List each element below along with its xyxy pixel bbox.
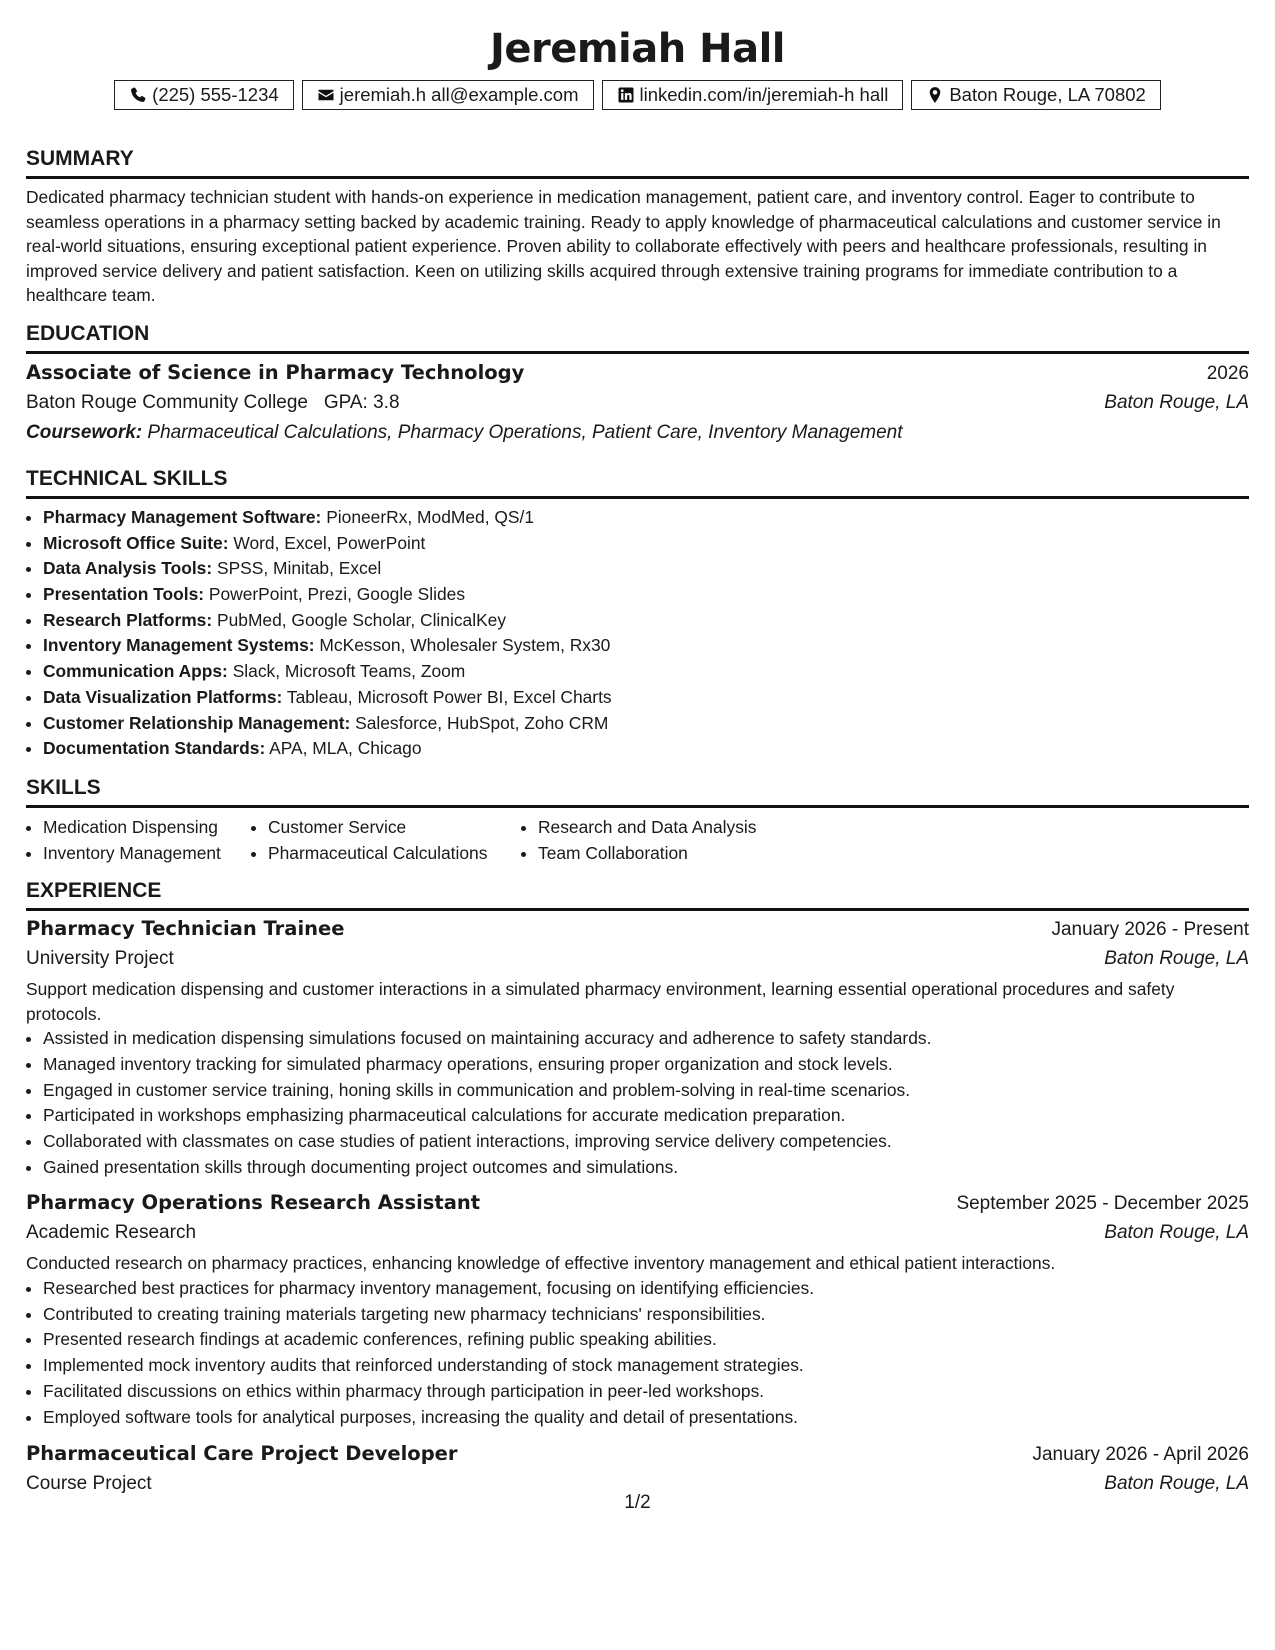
job-sub-row: [26, 1218, 1249, 1248]
contact-linkedin[interactable]: [602, 80, 904, 110]
list-item: • Research Platforms: PubMed, Google Scholar, ClinicalKey: [43, 608, 1249, 634]
list-item: • Participated in workshops emphasizing pharmaceutical calculations for accurate medication preparation.: [43, 1103, 1249, 1129]
list-item: • Team Collaboration: [538, 840, 756, 866]
gpa: GPA: 3.8: [323, 391, 400, 413]
job-title: Pharmacy Operations Research Assistant: [26, 1191, 481, 1215]
job-description: Support medication dispensing and customer interactions in a simulated pharmacy environment, learning essential operational procedures and safety protocols.: [26, 979, 1175, 1024]
skills-section: [26, 775, 1249, 866]
job-entry: [26, 1188, 1249, 1430]
list-item: • Implemented mock inventory audits that reinforced understanding of stock management strategies.: [43, 1353, 1249, 1379]
job-location: Baton Rouge, LA: [1104, 1222, 1249, 1244]
skills-column: [521, 814, 756, 866]
list-item: • Pharmaceutical Calculations: [268, 840, 521, 866]
job-entry: [26, 914, 1249, 1180]
list-item: • Presentation Tools: PowerPoint, Prezi, Google Slides: [43, 582, 1249, 608]
list-item: • Pharmacy Management Software: PioneerRx, ModMed, QS/1: [43, 505, 1249, 531]
section-title: SKILLS: [26, 775, 1249, 808]
list-item: • Customer Service: [268, 814, 521, 840]
map-marker-icon: [926, 86, 944, 104]
contact-bar: [26, 80, 1249, 110]
list-item: • Contributed to creating training materials targeting new pharmacy technicians' responsibilities.: [43, 1302, 1249, 1328]
degree: Associate of Science in Pharmacy Technology: [26, 360, 525, 384]
list-item: • Inventory Management Systems: McKesson, Wholesaler System, Rx30: [43, 633, 1249, 659]
list-item: • Customer Relationship Management: Salesforce, HubSpot, Zoho CRM: [43, 711, 1249, 737]
job-bullets: [26, 1026, 1249, 1180]
job-dates: January 2026 - April 2026: [1032, 1444, 1249, 1466]
list-item: • Presented research findings at academic conferences, refining public speaking abilities.: [43, 1327, 1249, 1353]
job-title: Pharmacy Technician Trainee: [26, 917, 345, 940]
list-item: • Researched best practices for pharmacy inventory management, focusing on identifying efficiencies.: [43, 1276, 1249, 1302]
job-description: Conducted research on pharmacy practices, enhancing knowledge of effective inventory management and ethical patient interactions.: [26, 1253, 1056, 1274]
job-org: Course Project: [26, 1473, 152, 1495]
list-item: • Facilitated discussions on ethics within pharmacy through participation in peer-led workshops.: [43, 1379, 1249, 1405]
job-location: Baton Rouge, LA: [1104, 948, 1249, 969]
contact-phone[interactable]: [114, 80, 294, 110]
email-text: jeremiah.h all@example.com: [339, 84, 579, 105]
technical-skills-list: [26, 505, 1249, 762]
list-item: • Research and Data Analysis: [538, 814, 756, 840]
list-item: • Medication Dispensing: [43, 814, 251, 840]
envelope-icon: [317, 86, 335, 104]
skills-grid: [26, 814, 1249, 866]
list-item: • Gained presentation skills through documenting project outcomes and simulations.: [43, 1155, 1249, 1181]
list-item: • Collaborated with classmates on case studies of patient interactions, improving service delivery competencies.: [43, 1129, 1249, 1155]
school-location: Baton Rouge, LA: [1104, 391, 1249, 413]
coursework: [26, 418, 1249, 448]
summary-text: Dedicated pharmacy technician student with hands-on experience in medication management, patient care, and inventory control. Eager to contribute to seamless operations in a pharmacy setting backed by academic training. Ready to apply knowledge of pharmaceutical calculations and customer service in real-world situations, ensuring exceptional patient experience. Proven ability to collaborate effectively with peers and healthcare professionals, resulting in improved service delivery and patient satisfaction. Keen on utilizing skills acquired through extensive training programs for immediate contribution to a healthcare team.: [26, 187, 1221, 306]
summary-section: [26, 146, 1249, 308]
list-item: • Engaged in customer service training, honing skills in communication and problem-solving in real-time scenarios.: [43, 1078, 1249, 1104]
skills-column: [251, 814, 521, 866]
job-entry: [26, 1439, 1249, 1499]
graduation-year: 2026: [1206, 362, 1249, 384]
education-header-row: [26, 358, 1249, 388]
list-item: • Documentation Standards: APA, MLA, Chicago: [43, 736, 1249, 762]
list-item: • Assisted in medication dispensing simulations focused on maintaining accuracy and adherence to safety standards.: [43, 1026, 1249, 1052]
contact-email[interactable]: [302, 80, 594, 110]
job-header-row: [26, 914, 1249, 944]
coursework-list: Pharmaceutical Calculations, Pharmacy Operations, Patient Care, Inventory Management: [147, 421, 903, 443]
page-number: 1/2: [624, 1492, 651, 1513]
job-dates: September 2025 - December 2025: [956, 1193, 1249, 1215]
phone-text: (225) 555-1234: [152, 84, 279, 105]
list-item: • Data Visualization Platforms: Tableau, Microsoft Power BI, Excel Charts: [43, 685, 1249, 711]
linkedin-icon: [617, 86, 635, 104]
job-title: Pharmaceutical Care Project Developer: [26, 1442, 458, 1466]
job-header-row: [26, 1188, 1249, 1218]
education-section: [26, 321, 1249, 448]
job-location: Baton Rouge, LA: [1104, 1473, 1249, 1495]
section-title: SUMMARY: [26, 146, 1249, 179]
list-item: • Data Analysis Tools: SPSS, Minitab, Excel: [43, 556, 1249, 582]
job-header-row: [26, 1439, 1249, 1469]
school-name: Baton Rouge Community College: [26, 391, 308, 413]
coursework-label: Coursework:: [26, 421, 143, 443]
job-org: University Project: [26, 948, 174, 969]
education-sub-row: [26, 388, 1249, 418]
section-title: EDUCATION: [26, 321, 1249, 354]
job-dates: January 2026 - Present: [1051, 919, 1249, 940]
job-org: Academic Research: [26, 1222, 197, 1244]
candidate-name: Jeremiah Hall: [489, 26, 786, 72]
location-text: Baton Rouge, LA 70802: [949, 84, 1146, 105]
job-bullets: [26, 1276, 1249, 1430]
section-title: TECHNICAL SKILLS: [26, 466, 1249, 499]
contact-location: [911, 80, 1160, 110]
list-item: • Communication Apps: Slack, Microsoft Teams, Zoom: [43, 659, 1249, 685]
job-sub-row: [26, 944, 1249, 974]
list-item: • Microsoft Office Suite: Word, Excel, PowerPoint: [43, 531, 1249, 557]
school-line: [26, 388, 400, 418]
skills-column: [26, 814, 251, 866]
list-item: • Inventory Management: [43, 840, 251, 866]
experience-section: [26, 878, 1249, 1499]
list-item: • Employed software tools for analytical purposes, increasing the quality and detail of presentations.: [43, 1405, 1249, 1431]
phone-icon: [129, 86, 147, 104]
list-item: • Managed inventory tracking for simulated pharmacy operations, ensuring proper organization and stock levels.: [43, 1052, 1249, 1078]
linkedin-text: linkedin.com/in/jeremiah-h hall: [639, 84, 889, 105]
section-title: EXPERIENCE: [26, 878, 1249, 911]
technical-skills-section: [26, 466, 1249, 762]
